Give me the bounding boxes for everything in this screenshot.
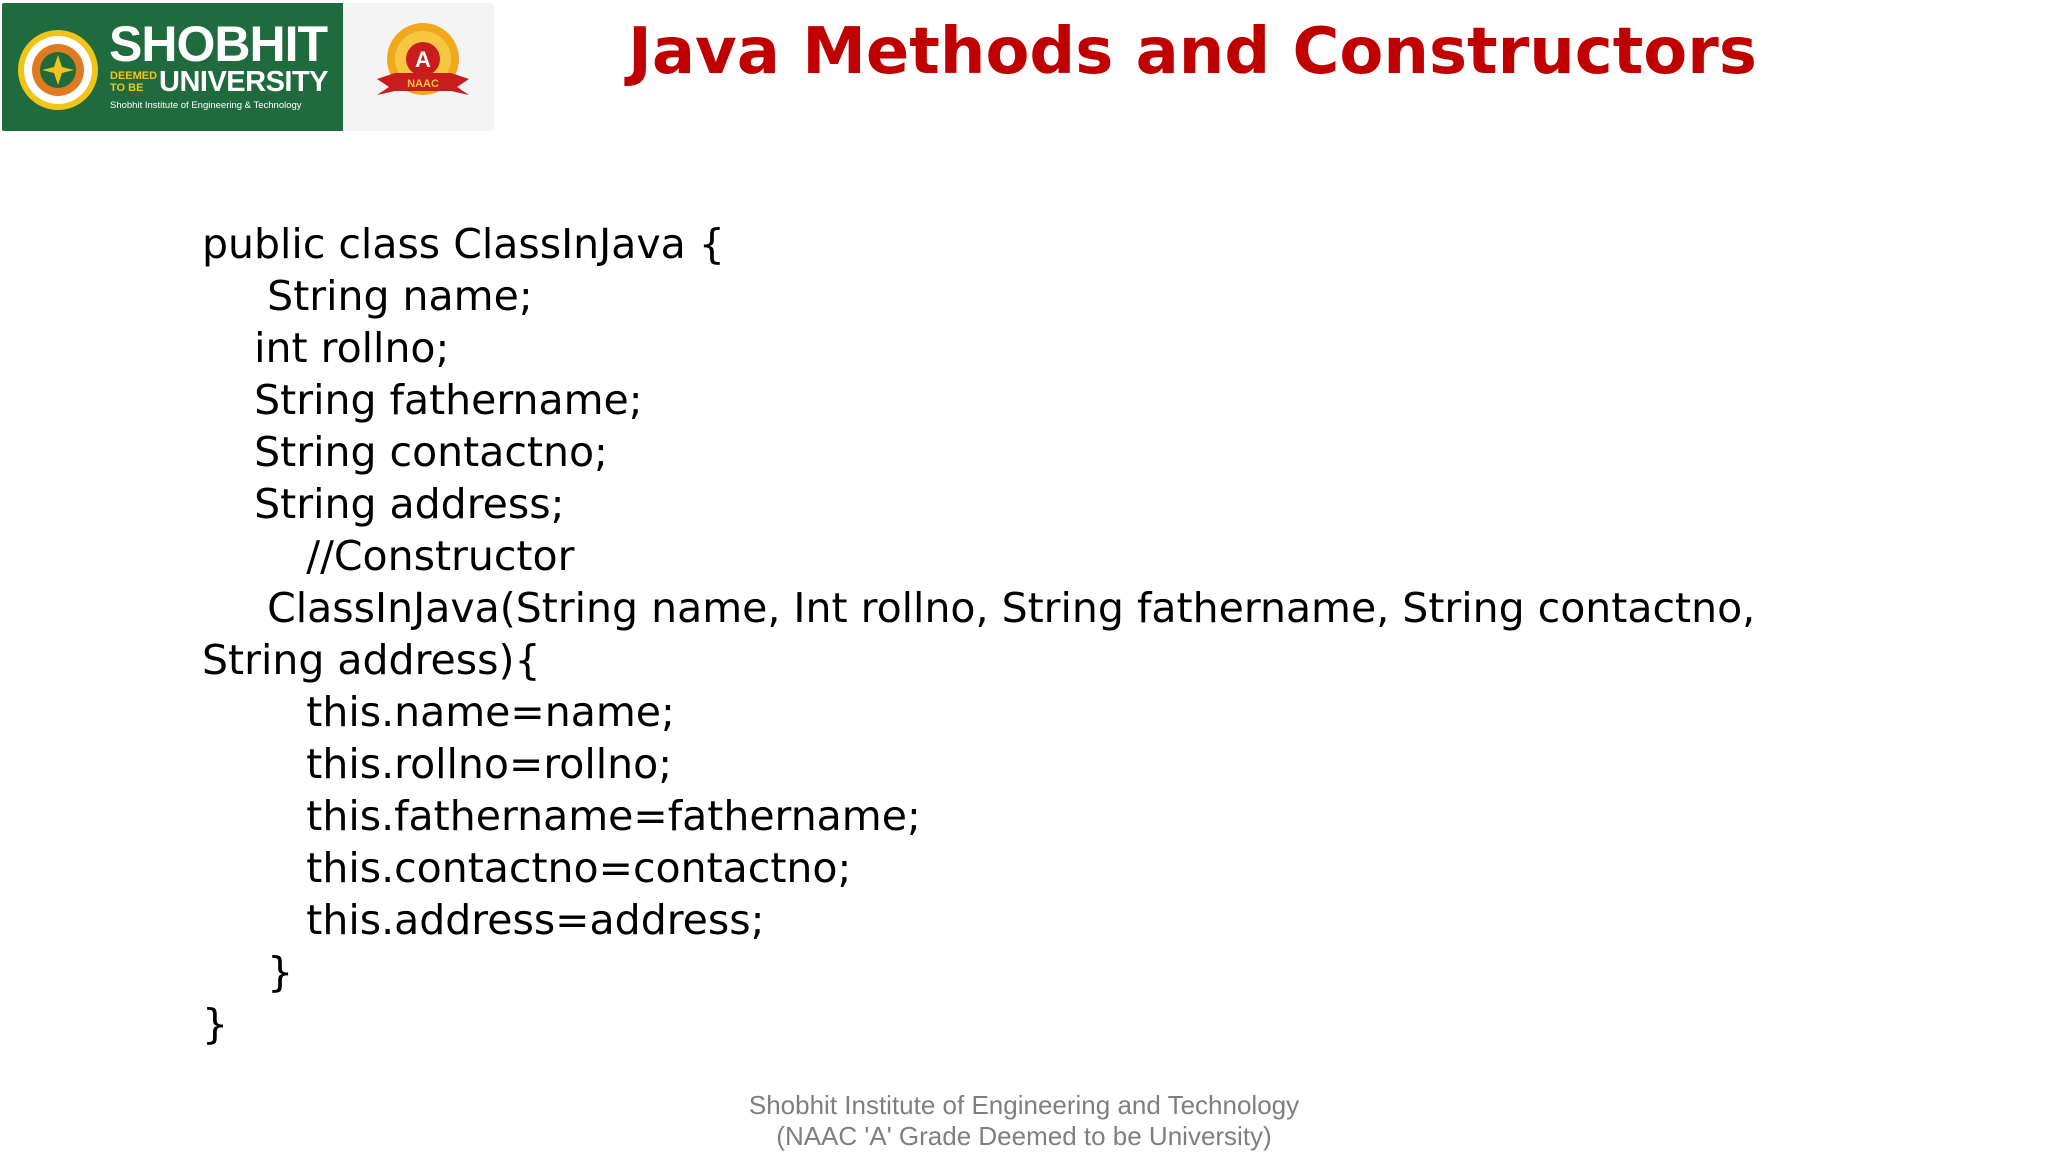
slide-title: Java Methods and Constructors (628, 15, 1757, 89)
logo-green-panel (2, 3, 343, 131)
code-line: this.contactno=contactno; (202, 844, 852, 892)
logo-deemed-line1: DEEMED (110, 70, 158, 82)
code-line: String name; (202, 272, 533, 320)
code-listing (202, 218, 1755, 1050)
university-logo (2, 3, 494, 131)
code-line: //Constructor (202, 532, 575, 580)
slide-footer (0, 1090, 2048, 1152)
svg-text:A: A (415, 47, 431, 72)
logo-deemed-text (110, 70, 157, 94)
logo-shobhit-text: SHOBHIT (109, 16, 327, 72)
university-seal-icon (17, 29, 99, 111)
code-line: } (202, 948, 294, 996)
code-line: String fathername; (202, 376, 643, 424)
code-line: String contactno; (202, 428, 608, 476)
naac-badge-icon (373, 17, 473, 117)
code-line: this.rollno=rollno; (202, 740, 673, 788)
code-line: this.fathername=fathername; (202, 792, 921, 840)
code-line: ClassInJava(String name, Int rollno, String fathername, String contactno, (202, 584, 1756, 632)
code-line: this.address=address; (202, 896, 765, 944)
code-line: this.name=name; (202, 688, 675, 736)
footer-institute: Shobhit Institute of Engineering and Technology (748, 1090, 1300, 1120)
code-line: String address; (202, 480, 565, 528)
naac-panel (343, 3, 494, 131)
footer-grade: (NAAC 'A' Grade Deemed to be University) (776, 1121, 1272, 1151)
code-line: int rollno; (202, 324, 450, 372)
code-line: String address){ (202, 636, 541, 684)
logo-deemed-line2: TO BE (110, 82, 144, 94)
code-line: } (202, 1000, 229, 1048)
svg-text:NAAC: NAAC (407, 78, 439, 90)
logo-subtitle: Shobhit Institute of Engineering & Technology (110, 100, 302, 111)
logo-university-text: UNIVERSITY (159, 66, 329, 98)
code-line: public class ClassInJava { (202, 220, 725, 268)
